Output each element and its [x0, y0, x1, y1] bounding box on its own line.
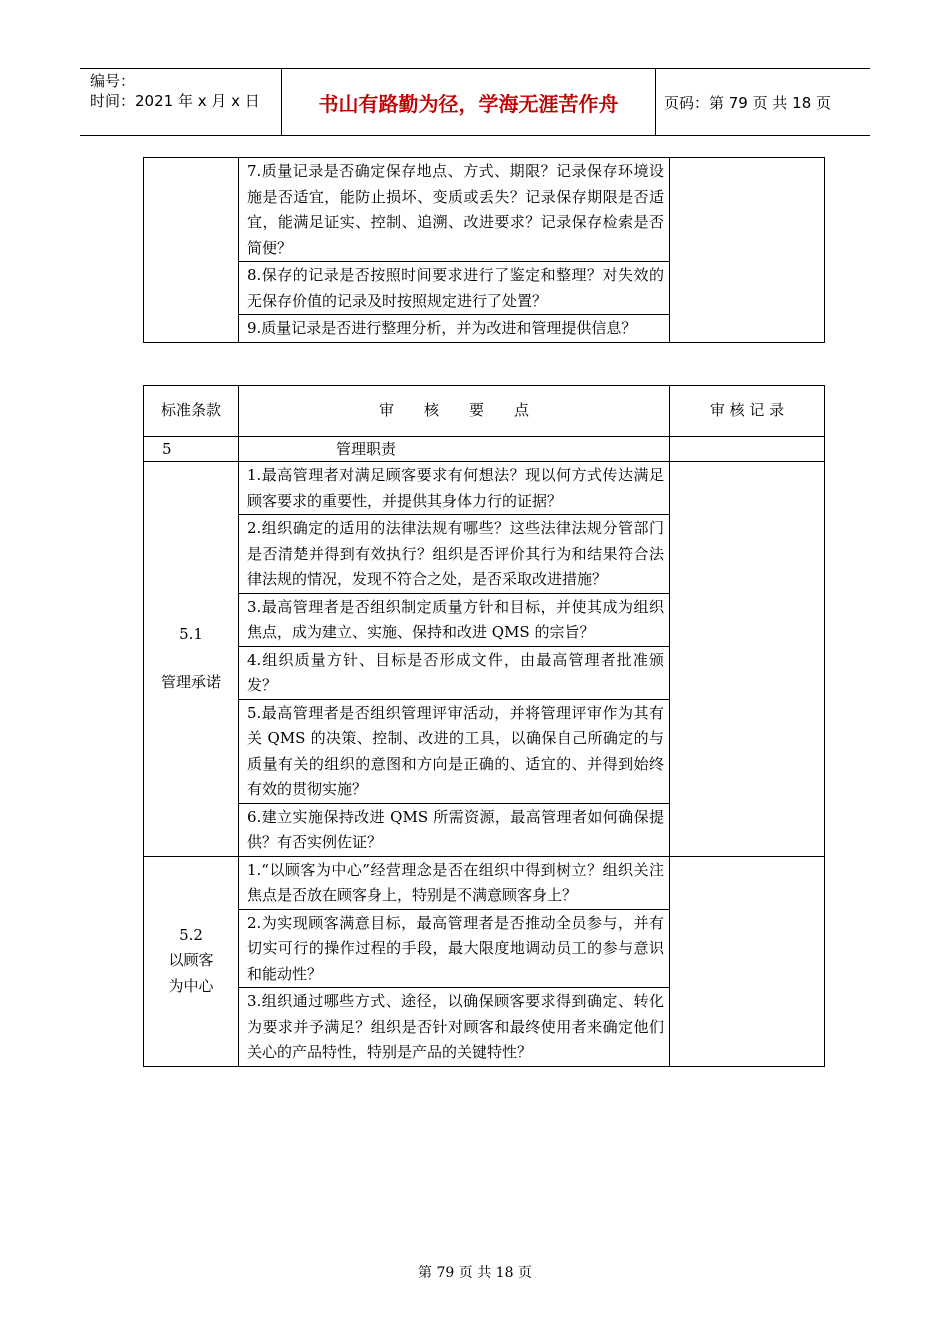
- audit-point: 7.质量记录是否确定保存地点、方式、期限？记录保存环境设施是否适宜，能防止损坏、变质或丢失？记录保存期限是否适宜，能满足证实、控制、追溯、改进要求？记录保存检索是否简便？: [239, 158, 670, 262]
- audit-point: 1.“以顾客为中心”经营理念是否在组织中得到树立？组织关注焦点是否放在顾客身上，特别是不满意顾客身上？: [239, 856, 670, 909]
- audit-table-continued: [143, 157, 825, 343]
- audit-table: [143, 385, 825, 1067]
- section-record: [670, 437, 825, 462]
- header-info: [80, 69, 282, 135]
- clause-5-1-name: 管理承诺: [160, 672, 221, 691]
- audit-point: 4.组织质量方针、目标是否形成文件，由最高管理者批准颁发？: [239, 646, 670, 699]
- clause-5-2-number: 5.2: [179, 925, 203, 944]
- clause-5-2-name-line2: 为中心: [168, 976, 214, 995]
- audit-point: 1.最高管理者对满足顾客要求有何想法？现以何方式传达满足顾客要求的重要性，并提供其身体力行的证据？: [239, 462, 670, 515]
- audit-record-cell: [670, 462, 825, 857]
- audit-point: 2.组织确定的适用的法律法规有哪些？这些法律法规分管部门是否清楚并得到有效执行？组织是否评价其行为和结果符合法律法规的情况，发现不符合之处，是否采取改进措施？: [239, 515, 670, 594]
- audit-record-cell: [670, 856, 825, 1066]
- header-audit-points: 审 核 要 点: [239, 386, 670, 437]
- clause-5-1-number: 5.1: [179, 625, 203, 644]
- audit-point: 6.建立实施保持改进 QMS 所需资源，最高管理者如何确保提供？有否实例佐证？: [239, 803, 670, 856]
- page-header: [80, 68, 870, 136]
- audit-point: 3.最高管理者是否组织制定质量方针和目标，并使其成为组织焦点，成为建立、实施、保持和改进 QMS 的宗旨？: [239, 593, 670, 646]
- audit-point: 2.为实现顾客满意目标，最高管理者是否推动全员参与，并有切实可行的操作过程的手段，最大限度地调动员工的参与意识和能动性？: [239, 909, 670, 988]
- number-label: 编号：: [90, 72, 136, 90]
- clause-5-2-label: [144, 856, 239, 1066]
- clause-5-1-label: [144, 462, 239, 857]
- audit-point: 8.保存的记录是否按照时间要求进行了鉴定和整理？对失效的无保存价值的记录及时按照规定进行了处置？: [239, 262, 670, 315]
- audit-point: 5.最高管理者是否组织管理评审活动，并将管理评审作为其有关 QMS 的决策、控制、改进的工具，以确保自己所确定的与质量有关的组织的意图和方向是正确的、适宜的、并得到始终有效的贯彻实施？: [239, 699, 670, 803]
- audit-record-cell: [670, 158, 825, 343]
- audit-point: 3.组织通过哪些方式、途径，以确保顾客要求得到确定、转化为要求并予满足？组织是否针对顾客和最终使用者来确定他们关心的产品特性，特别是产品的关键特性？: [239, 988, 670, 1067]
- clause-cell-empty: [144, 158, 239, 343]
- page-footer: 第 79 页 共 18 页: [418, 1265, 532, 1281]
- section-number: 5: [144, 437, 239, 462]
- header-motto: 书山有路勤为径，学海无涯苦作舟: [282, 69, 656, 135]
- section-title: 管理职责: [239, 437, 670, 462]
- header-audit-record: 审 核 记 录: [670, 386, 825, 437]
- audit-point: 9.质量记录是否进行整理分析，并为改进和管理提供信息？: [239, 315, 670, 343]
- clause-5-2-name-line1: 以顾客: [168, 951, 214, 970]
- header-clause: 标准条款: [144, 386, 239, 437]
- header-page-info: 页码：第 79 页 共 18 页: [664, 93, 832, 112]
- time-label: 时间：2021 年 x 月 x 日: [90, 92, 260, 110]
